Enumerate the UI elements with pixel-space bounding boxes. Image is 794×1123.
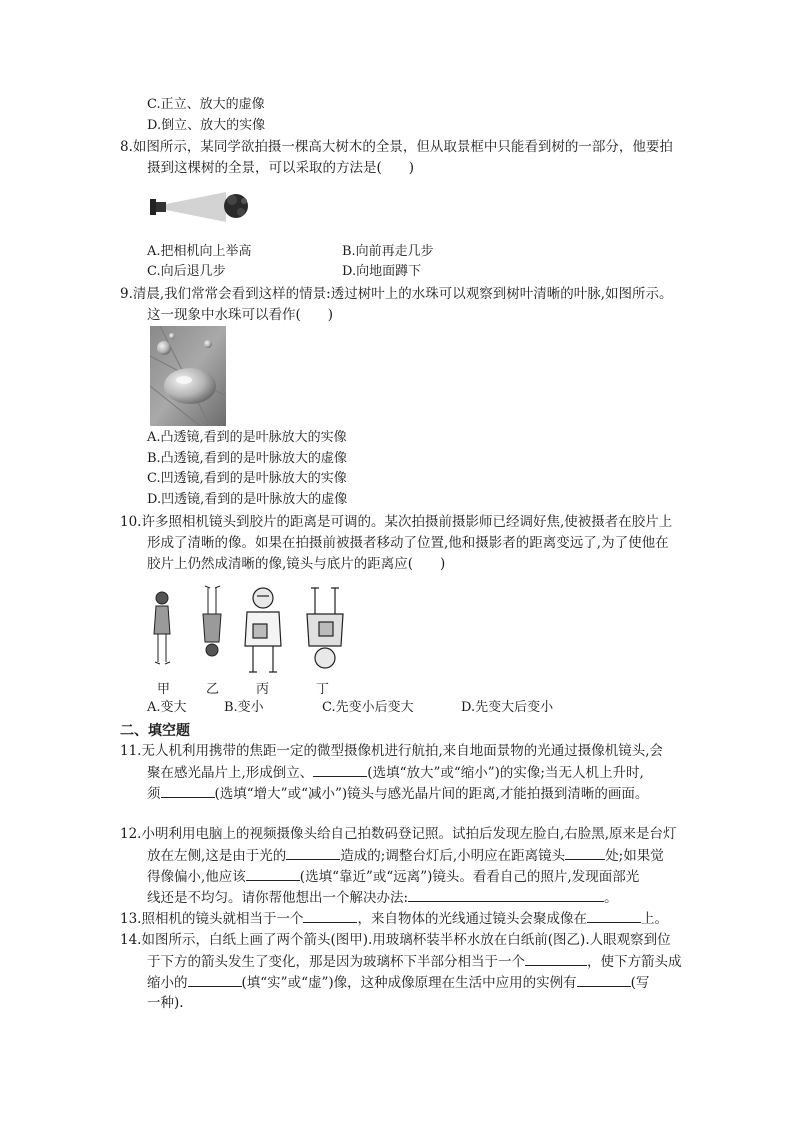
q14-blank-1[interactable]: [525, 951, 587, 966]
q12-blank-4[interactable]: [408, 887, 604, 902]
q8-option-a: A.把相机向上举高: [147, 244, 252, 259]
tree-icon: [224, 194, 248, 218]
camera-tree-figure: [148, 186, 254, 226]
q10-stem-line1: 10.许多照相机镜头到胶片的距离是可调的。某次拍摄前摄影师已经调好焦,使被摄者在胶片上: [120, 514, 673, 530]
q11-blank-2[interactable]: [161, 783, 215, 798]
q10-option-b: B.变小: [224, 700, 264, 715]
section-title-fill-blank: 二、填空题: [120, 723, 190, 739]
q14-line3: 缩小的 (填“实”或“虚”)像，这种成像原理在生活中应用的实例有 (写: [147, 972, 649, 993]
q14-line4: 一种).: [147, 995, 184, 1011]
q13-line1: 13.照相机的镜头就相当于一个 ，来自物体的光线通过镜头会聚成像在 上。: [120, 908, 668, 929]
q10-stem-line2: 形成了清晰的像。如果在拍摄前被摄者移动了位置,他和摄影者的距离变远了,为了使他在: [147, 535, 669, 551]
q10-option-a: A.变大: [147, 700, 187, 715]
q7-option-c: C.正立、放大的虚像: [147, 97, 265, 112]
q8-stem-line1: 8.如图所示，某同学欲拍摄一棵高大树木的全景，但从取景框中只能看到树的一部分，他要拍: [120, 139, 673, 155]
q8-option-c: C.向后退几步: [147, 264, 226, 279]
q9-option-c: C.凹透镜,看到的是叶脉放大的实像: [147, 471, 347, 486]
q10-label-bing: 丙: [256, 682, 270, 697]
q14-blank-3[interactable]: [577, 972, 631, 987]
water-drop-leaf-photo: [150, 326, 226, 426]
q8-stem-line2: 摄到这棵树的全景，可以采取的方法是( ): [147, 160, 415, 176]
q8-option-b: B.向前再走几步: [342, 244, 434, 259]
q11-line1: 11.无人机利用携带的焦距一定的微型摄像机进行航拍,来自地面景物的光通过摄像机镜头,会: [120, 743, 664, 759]
q14-line2: 于下方的箭头发生了变化，那是因为玻璃杯下半部分相当于一个 ，使下方箭头成: [147, 951, 682, 972]
q12-blank-3[interactable]: [246, 866, 300, 881]
girl-upright-icon: [154, 592, 170, 664]
q10-stem-line3: 胶片上仍然成清晰的像,镜头与底片的距离应( ): [147, 556, 446, 572]
q12-line3: 得像偏小,他应该 (选填“靠近”或“远离”)镜头。看看自己的照片,发现面部光: [147, 866, 639, 887]
q9-stem-line2: 这一现象中水珠可以看作( ): [147, 307, 334, 323]
q9-option-a: A.凸透镜,看到的是叶脉放大的实像: [147, 430, 347, 445]
q13-blank-1[interactable]: [303, 908, 357, 923]
q10-label-jia: 甲: [157, 682, 171, 697]
q9-stem-line1: 9.清晨,我们常常会看到这样的情景:透过树叶上的水珠可以观察到树叶清晰的叶脉,如图所示。: [120, 286, 673, 302]
q10-label-yi: 乙: [206, 682, 220, 697]
q7-option-d: D.倒立、放大的实像: [147, 118, 266, 133]
q10-option-d: D.先变大后变小: [461, 700, 554, 715]
girl-inverted-icon: [203, 586, 221, 656]
q10-label-ding: 丁: [316, 682, 330, 697]
q12-line2: 放在左侧,这是由于光的 造成的;调整台灯后,小明应在距离镜头 处;如果觉: [147, 845, 664, 866]
q11-line2: 聚在感光晶片上,形成倒立、 (选填“放大”或“缩小”)的实像;当无人机上升时,: [147, 762, 644, 783]
q12-line4: 线还是不均匀。请你帮他想出一个解决办法: 。: [147, 887, 618, 908]
q13-blank-2[interactable]: [587, 908, 641, 923]
q11-line3: 须 (选填“增大”或“减小”)镜头与感光晶片间的距离,才能拍摄到清晰的画面。: [147, 783, 648, 804]
man-inverted-icon: [307, 588, 343, 668]
q14-line1: 14.如图所示，白纸上画了两个箭头(图甲).用玻璃杯装半杯水放在白纸前(图乙).人眼观察到位: [120, 932, 671, 948]
q10-option-c: C.先变小后变大: [322, 700, 414, 715]
q12-blank-1[interactable]: [286, 845, 340, 860]
q9-option-b: B.凸透镜,看到的是叶脉放大的虚像: [147, 451, 347, 466]
q12-blank-2[interactable]: [565, 845, 605, 860]
q11-blank-1[interactable]: [313, 762, 367, 777]
q8-option-d: D.向地面蹲下: [342, 264, 422, 279]
q9-option-d: D.凹透镜,看到的是叶脉放大的虚像: [147, 492, 348, 507]
q14-blank-2[interactable]: [188, 972, 242, 987]
persons-figure: [145, 584, 350, 694]
man-upright-icon: [245, 588, 281, 672]
q12-line1: 12.小明利用电脑上的视频摄像头给自己拍数码登记照。试拍后发现左脸白,右脸黑,原来是台灯: [120, 826, 677, 842]
